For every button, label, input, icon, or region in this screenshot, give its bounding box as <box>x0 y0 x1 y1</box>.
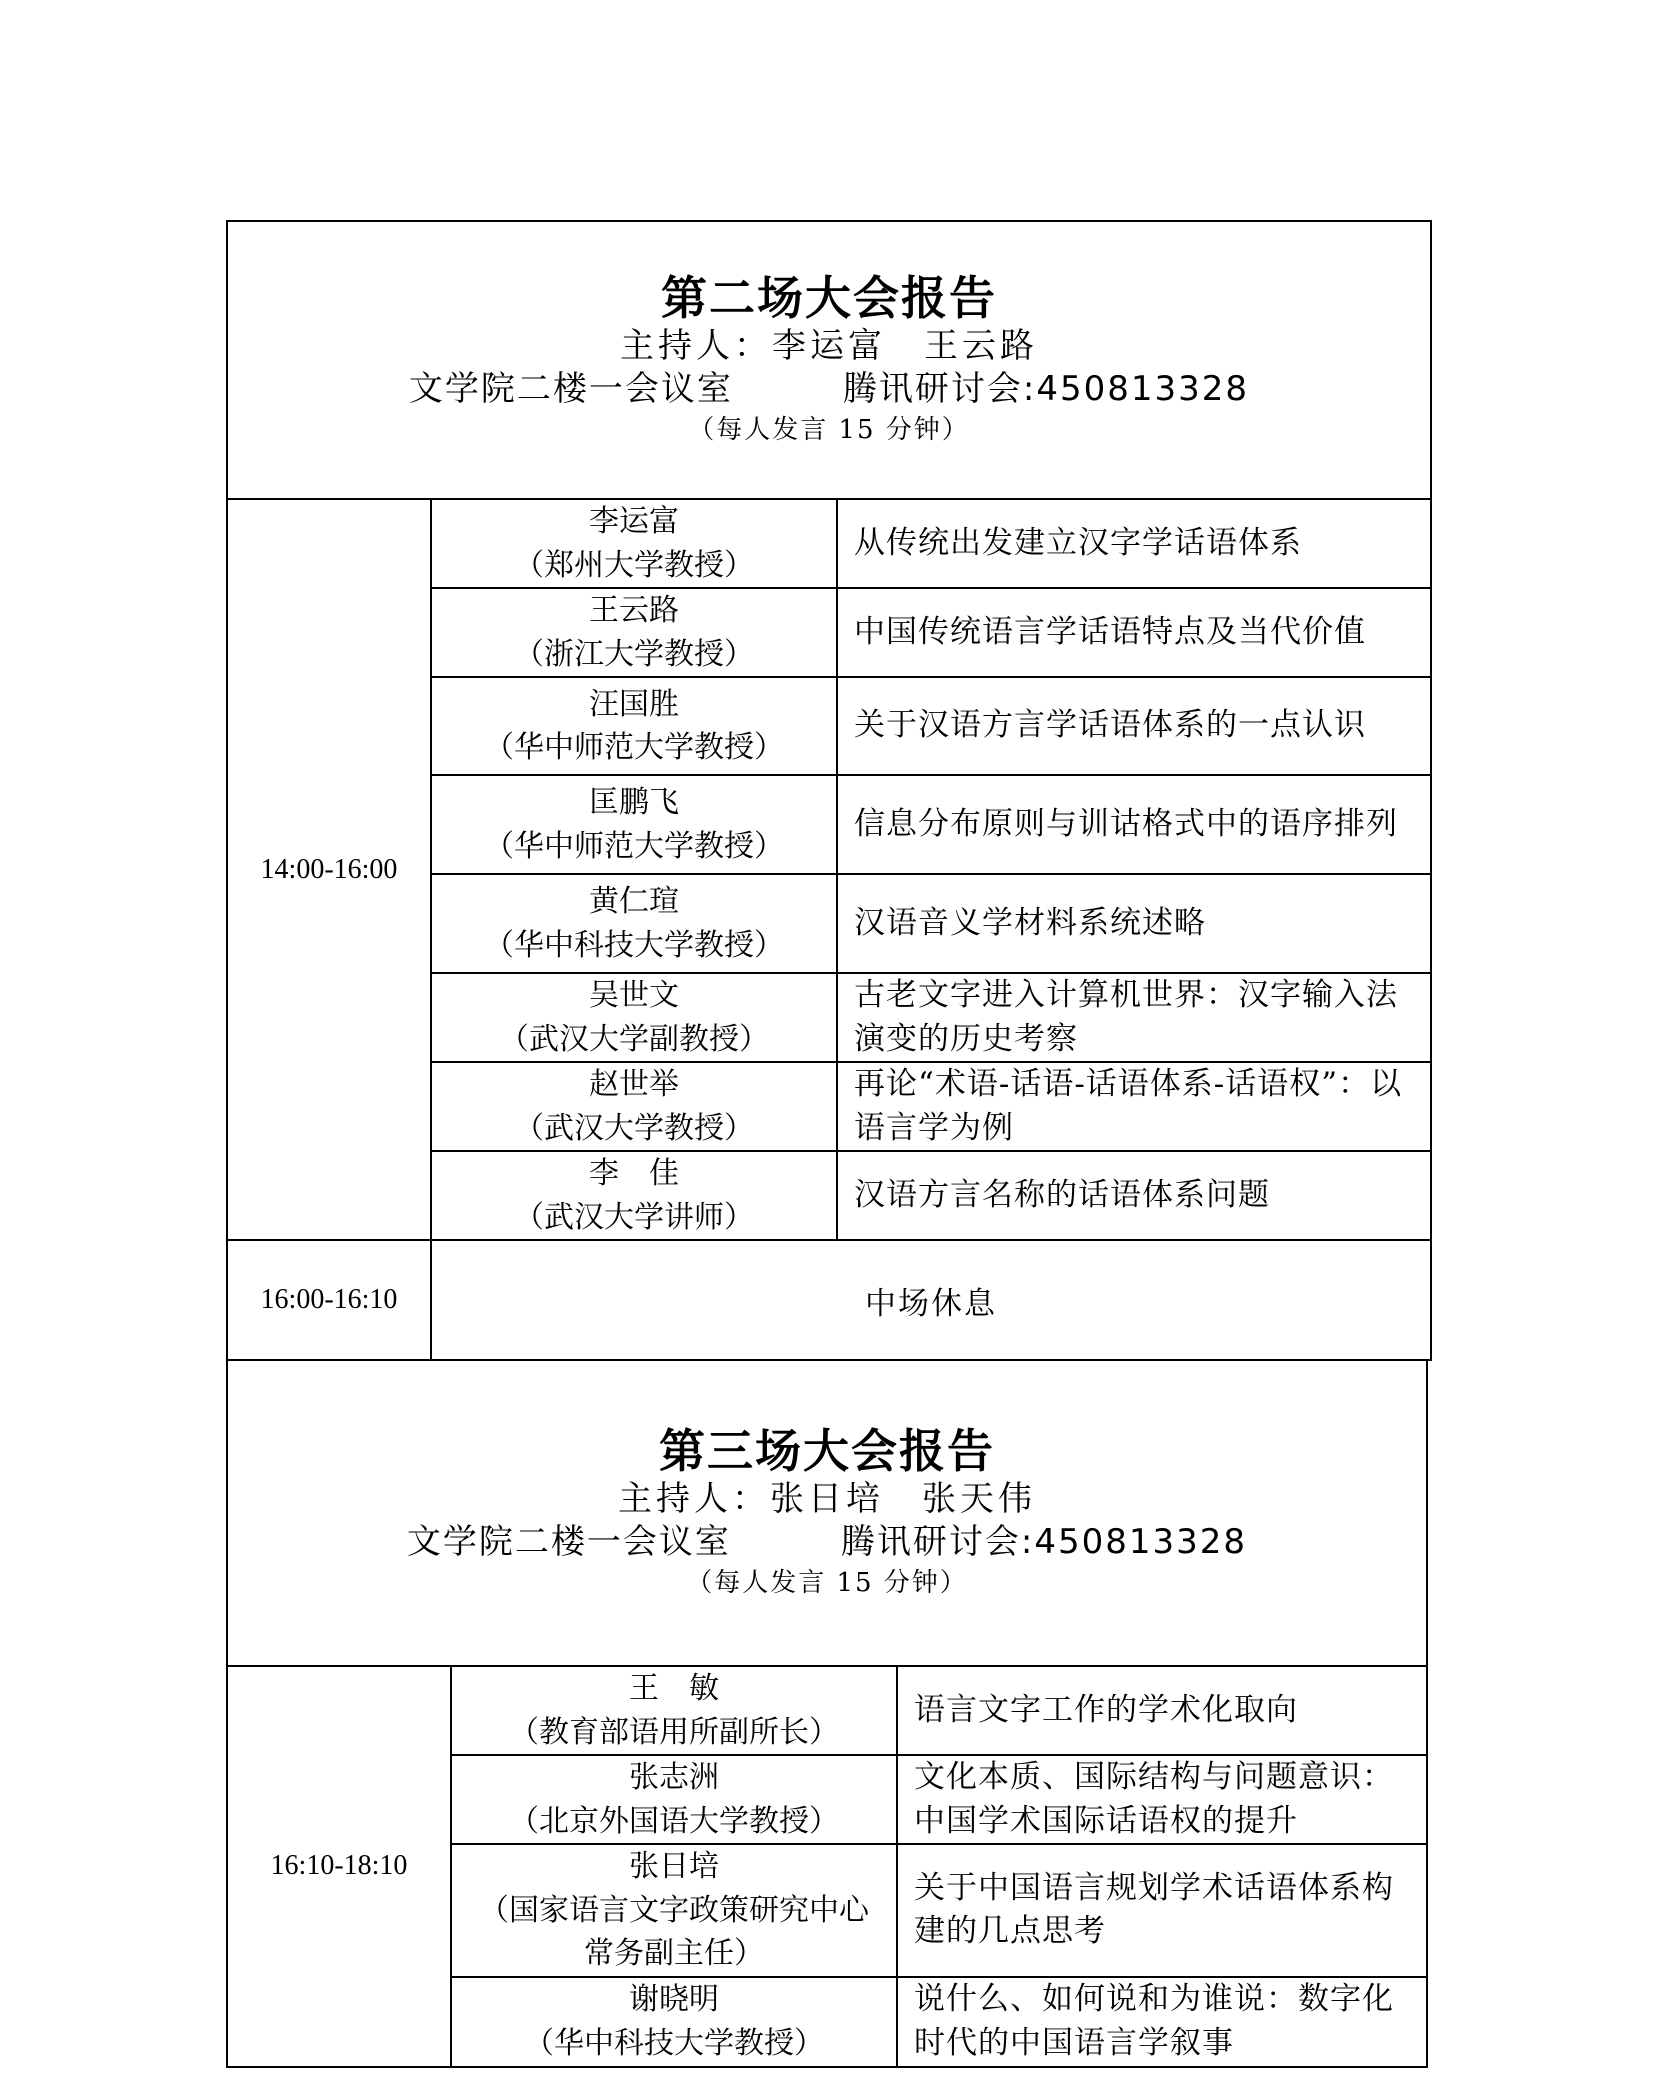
session3-meeting-id: 腾讯研讨会:450813328 <box>840 1522 1248 1563</box>
talk-topic: 关于汉语方言学话语体系的一点认识 <box>837 677 1431 775</box>
speaker-cell <box>431 1151 837 1240</box>
break-label: 中场休息 <box>431 1240 1431 1360</box>
talk-topic: 中国传统语言学话语特点及当代价值 <box>837 588 1431 677</box>
session2-table <box>226 220 1432 1361</box>
talk-topic: 从传统出发建立汉字学话语体系 <box>837 499 1431 588</box>
session2-time: 14:00-16:00 <box>227 499 431 1240</box>
speaker-affiliation: （华中师范大学教授） <box>484 828 784 864</box>
speaker-cell <box>431 588 837 677</box>
speaker-name: 王云路 <box>589 593 679 628</box>
speaker-cell <box>431 677 837 775</box>
talk-topic: 汉语音义学材料系统述略 <box>837 874 1431 973</box>
speaker-cell <box>431 973 837 1062</box>
session3-venue-line <box>228 1520 1426 1564</box>
speaker-name: 吴世文 <box>589 978 679 1013</box>
speaker-cell <box>451 1666 897 1755</box>
speaker-affiliation: （北京外国语大学教授） <box>509 1803 839 1839</box>
talk-topic: 再论“术语-话语-话语体系-话语权”：以语言学为例 <box>837 1062 1431 1151</box>
speaker-affiliation: （华中师范大学教授） <box>484 730 784 765</box>
speaker-cell <box>451 1977 897 2067</box>
speaker-affiliation: （郑州大学教授） <box>514 547 754 583</box>
session2-venue: 文学院二楼一会议室 <box>408 369 733 410</box>
speaker-affiliation: （武汉大学教授） <box>514 1110 754 1146</box>
speaker-name: 李 佳 <box>589 1156 679 1191</box>
speaker-name: 黄仁瑄 <box>589 884 679 919</box>
session3-title: 第三场大会报告 <box>659 1424 995 1479</box>
speaker-cell <box>431 874 837 973</box>
speaker-name: 汪国胜 <box>589 686 679 722</box>
talk-topic: 信息分布原则与训诂格式中的语序排列 <box>837 775 1431 874</box>
session3-header <box>227 1360 1427 1666</box>
speaker-affiliation: （华中科技大学教授） <box>484 927 784 963</box>
speaker-name: 赵世举 <box>589 1067 679 1102</box>
speaker-affiliation: （国家语言文字政策研究中心常务副主任） <box>479 1892 869 1971</box>
schedule-sheet <box>226 220 1430 2068</box>
speaker-name: 张日培 <box>629 1849 719 1884</box>
session3-venue: 文学院二楼一会议室 <box>406 1522 731 1563</box>
session2-venue-line <box>228 367 1430 411</box>
speaker-affiliation: （华中科技大学教授） <box>524 2025 824 2061</box>
speaker-affiliation: （武汉大学讲师） <box>514 1199 754 1235</box>
speaker-cell <box>431 775 837 874</box>
session3-time: 16:10-18:10 <box>227 1666 451 2067</box>
speaker-name: 王 敏 <box>629 1671 719 1706</box>
speaker-cell <box>431 1062 837 1151</box>
session2-meeting-id: 腾讯研讨会:450813328 <box>842 369 1250 410</box>
session2-header <box>227 221 1431 499</box>
talk-topic: 语言文字工作的学术化取向 <box>897 1666 1427 1755</box>
speaker-cell <box>431 499 837 588</box>
talk-topic: 古老文字进入计算机世界：汉字输入法演变的历史考察 <box>837 973 1431 1062</box>
speaker-name: 谢晓明 <box>629 1982 719 2017</box>
speaker-affiliation: （教育部语用所副所长） <box>509 1714 839 1750</box>
talk-topic: 汉语方言名称的话语体系问题 <box>837 1151 1431 1240</box>
session2-title: 第二场大会报告 <box>661 271 997 326</box>
speaker-name: 匡鹏飞 <box>589 785 679 820</box>
session3-note: （每人发言 15 分钟） <box>686 1567 968 1598</box>
session2-hosts: 主持人：李运富 王云路 <box>620 325 1038 366</box>
speaker-affiliation: （浙江大学教授） <box>514 636 754 672</box>
speaker-cell <box>451 1755 897 1844</box>
talk-topic: 说什么、如何说和为谁说：数字化时代的中国语言学叙事 <box>897 1977 1427 2067</box>
break-time: 16:00-16:10 <box>227 1240 431 1360</box>
speaker-name: 张志洲 <box>629 1760 719 1795</box>
talk-topic: 关于中国语言规划学术话语体系构建的几点思考 <box>897 1844 1427 1977</box>
talk-topic: 文化本质、国际结构与问题意识：中国学术国际话语权的提升 <box>897 1755 1427 1844</box>
speaker-name: 李运富 <box>589 504 679 539</box>
speaker-cell <box>451 1844 897 1977</box>
session3-hosts: 主持人：张日培 张天伟 <box>618 1478 1036 1519</box>
session2-note: （每人发言 15 分钟） <box>688 414 970 445</box>
session3-table <box>226 1359 1428 2068</box>
speaker-affiliation: （武汉大学副教授） <box>499 1021 769 1057</box>
